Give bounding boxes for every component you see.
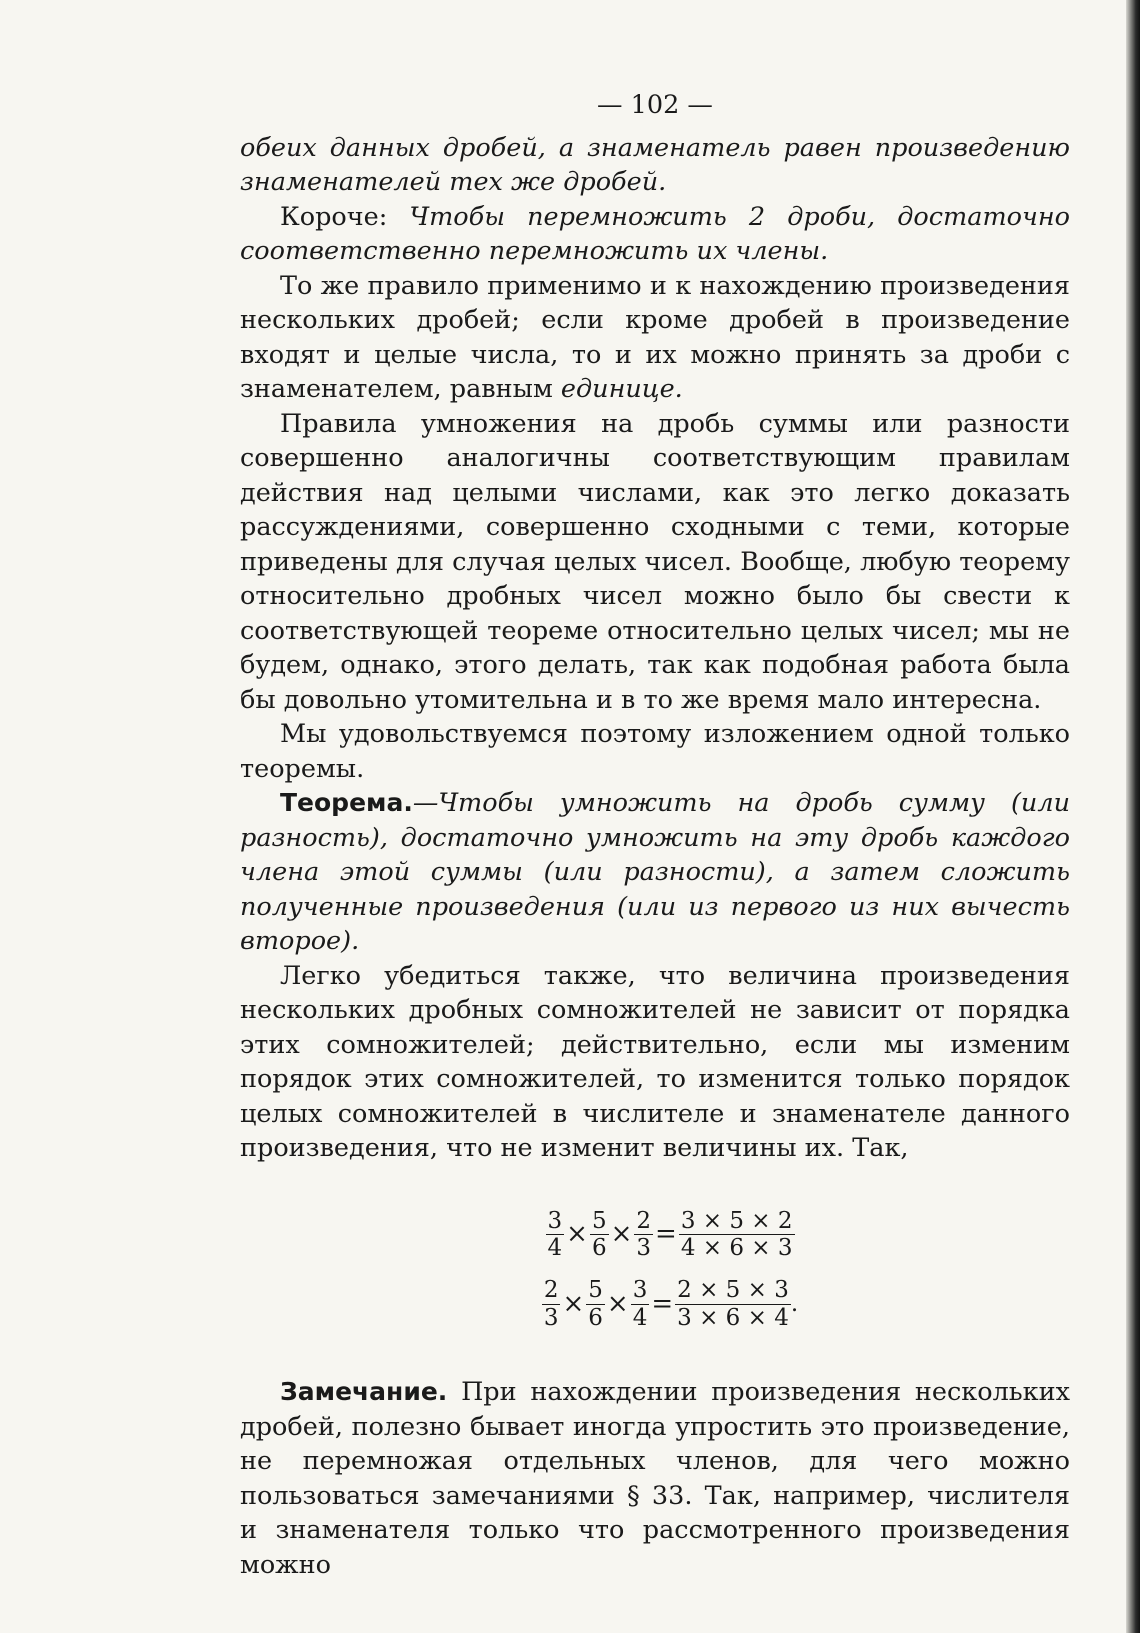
numerator: 3 × 5 × 2	[680, 1207, 793, 1234]
result-fraction	[679, 1208, 795, 1262]
page-edge	[1126, 0, 1140, 1633]
paragraph-6: Легко убедиться также, что величина произведения нескольких дробных сомножителей не зависит от порядка этих сомножителей; действительно, если мы изменим порядок этих сомножителей, то изменится только порядок целых сомножителей в числителе и знаменателе данного произведения, что не изменит величины их. Так,	[240, 960, 1070, 1163]
remark	[240, 1375, 1070, 1582]
denominator: 4 × 6 × 3	[680, 1234, 793, 1261]
paragraph-1: обеих данных дробей, а знаменатель равен произведению знаменателей тех же дробей.	[240, 132, 1070, 197]
denominator: 6	[591, 1234, 607, 1261]
fraction	[542, 1277, 561, 1331]
paragraph-3-emphasis: единице.	[560, 374, 683, 404]
remark-label: Замечание.	[280, 1377, 448, 1407]
denominator: 3 × 6 × 4	[677, 1304, 789, 1331]
numerator: 5	[588, 1277, 603, 1304]
theorem-text: —Чтобы умножить на дробь сумму (или разность), достаточно умножить на эту дробь каждого члена этой суммы (или разности), а затем сложить полученные произведения (или из первого из них вычесть второе).	[240, 788, 1070, 956]
paragraph-5: Мы удовольствуемся поэтому изложением одной только теоремы.	[240, 719, 1070, 784]
formula-block	[240, 1200, 1070, 1340]
fraction	[634, 1208, 653, 1262]
paragraph-2	[240, 200, 1070, 269]
times-sign: ×	[610, 1219, 633, 1250]
numerator: 2 × 5 × 3	[677, 1277, 789, 1304]
numerator: 2	[636, 1207, 652, 1234]
fraction	[631, 1277, 650, 1331]
denominator: 3	[543, 1304, 559, 1331]
paragraph-3	[240, 269, 1070, 407]
theorem	[240, 786, 1070, 959]
paragraph-4: Правила умножения на дробь суммы или разности совершенно аналогичны соответствующим правилам действия над целыми числами, как это легко доказать рассуждениями, совершенно сходными с теми, которые приведены для случая целых чисел. Вообще, любую теорему относительно дробных чисел можно было бы свести к соответствующей теореме относительно целых чисел; мы не будем, однако, этого делать, так как подобная работа была бы довольно утомительна и в то же время мало интересна.	[240, 408, 1070, 715]
result-fraction	[675, 1277, 791, 1331]
page-number: — 102 —	[597, 90, 713, 120]
denominator: 4	[547, 1234, 563, 1261]
times-sign: ×	[606, 1289, 629, 1320]
paragraph-2-rule: Чтобы перемножить 2 дроби, достаточно соответственно перемножить их члены.	[240, 201, 1070, 266]
numerator: 3	[547, 1207, 563, 1234]
paragraph-2-lead: Короче:	[280, 201, 410, 232]
numerator: 5	[591, 1207, 607, 1234]
equals-sign: =	[651, 1289, 674, 1320]
remark-text: При нахождении произведения нескольких дробей, полезно бывает иногда упростить это произведение, не перемножая отдельных членов, для чего можно пользоваться замечаниями § 33. Так, например, числителя и знаменателя только что рассмотренного произведения можно	[240, 1377, 1070, 1580]
numerator: 2	[543, 1277, 559, 1304]
formula-2	[542, 1277, 798, 1331]
formula-tail: .	[790, 1291, 799, 1318]
fraction	[590, 1208, 609, 1262]
denominator: 4	[632, 1304, 648, 1331]
denominator: 6	[588, 1304, 603, 1331]
times-sign: ×	[562, 1289, 585, 1320]
formula-1	[546, 1208, 795, 1262]
fraction	[546, 1208, 565, 1262]
numerator: 3	[632, 1277, 648, 1304]
times-sign: ×	[566, 1219, 588, 1250]
theorem-label: Теорема.	[280, 788, 413, 817]
equals-sign: =	[655, 1219, 677, 1250]
denominator: 3	[636, 1234, 652, 1261]
paragraph-3-main: То же правило применимо и к нахождению произведения нескольких дробей; если кроме дробей в произведение входят и целые числа, то и их можно принять за дроби с знаменателем, равным	[240, 270, 1070, 404]
page-text	[240, 88, 1070, 1582]
fraction	[586, 1277, 605, 1331]
